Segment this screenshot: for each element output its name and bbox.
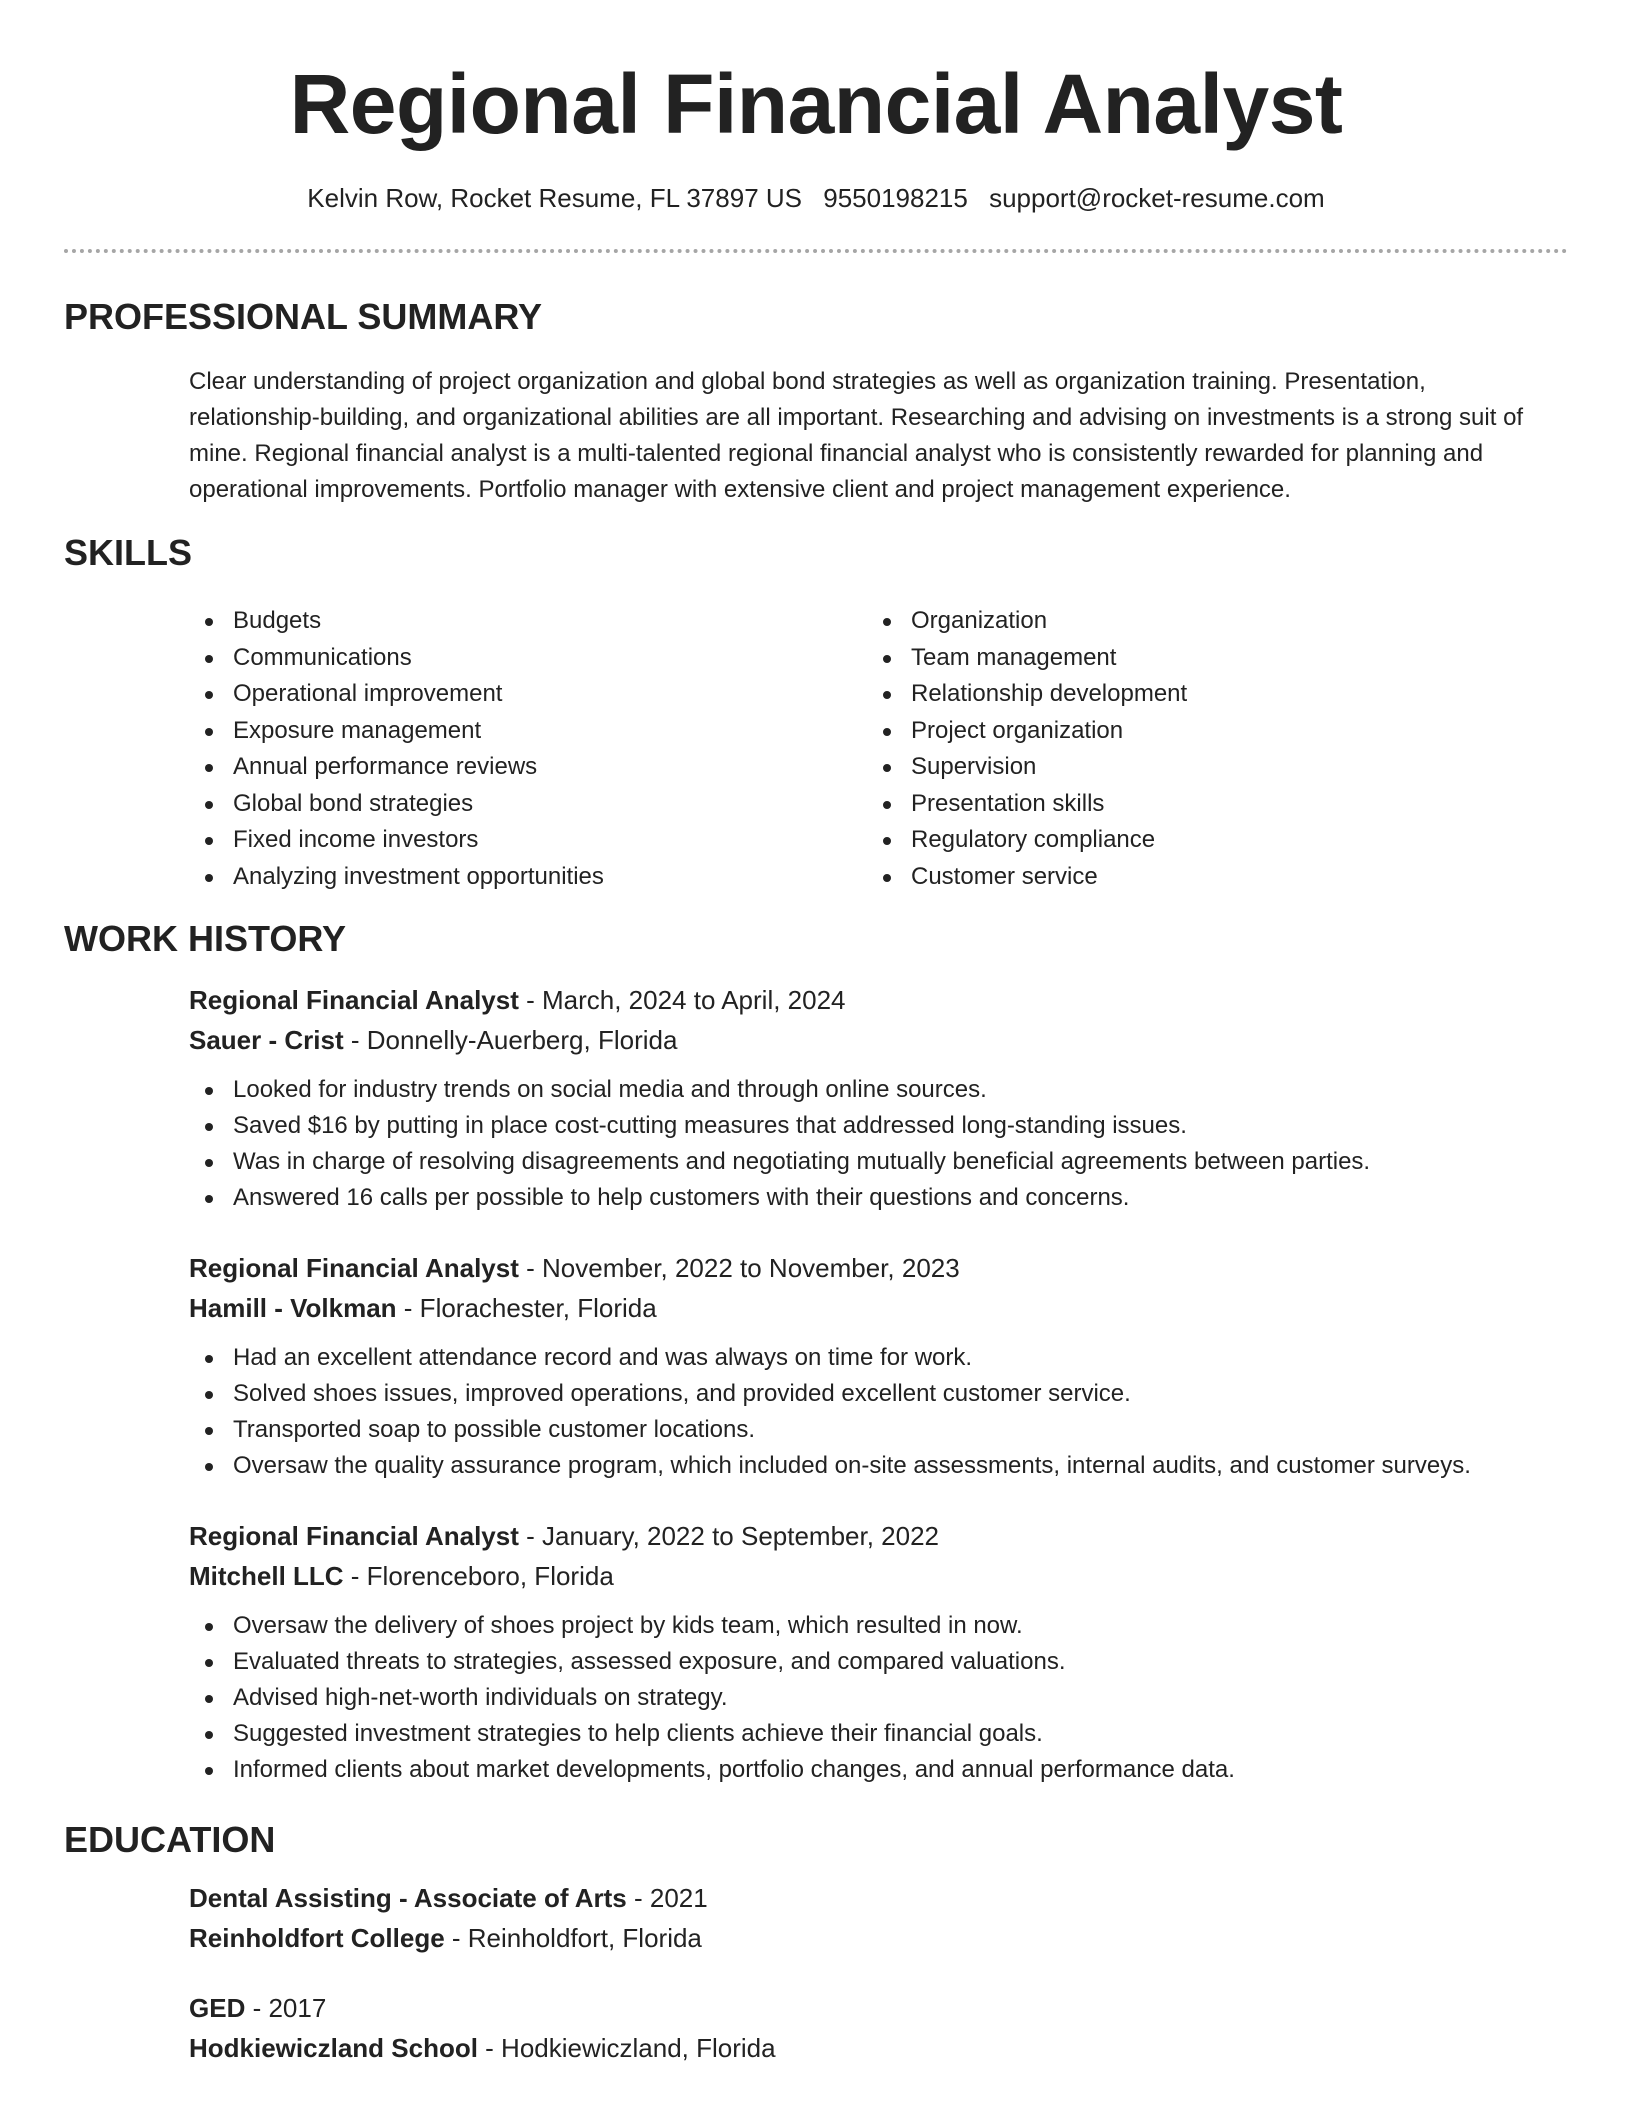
skill-item: Project organization — [867, 713, 1507, 750]
skill-item: Organization — [867, 603, 1507, 640]
job-bullet: Answered 16 calls per possible to help customers with their questions and concerns. — [189, 1180, 1569, 1216]
education-year: - 2017 — [245, 1993, 327, 2023]
job-entry — [189, 1248, 1569, 1484]
contact-address: Kelvin Row, Rocket Resume, FL 37897 US — [307, 183, 802, 213]
summary-heading: PROFESSIONAL SUMMARY — [64, 296, 543, 337]
job-bullet: Informed clients about market developments, portfolio changes, and annual performance data. — [189, 1752, 1569, 1788]
job-company-line — [189, 1556, 1569, 1596]
job-bullet: Saved $16 by putting in place cost-cutting measures that addressed long-standing issues. — [189, 1108, 1569, 1144]
skill-item: Annual performance reviews — [189, 749, 829, 786]
skills-list-right — [867, 603, 1507, 895]
job-bullet: Suggested investment strategies to help clients achieve their financial goals. — [189, 1716, 1569, 1752]
job-bullet: Looked for industry trends on social media and through online sources. — [189, 1072, 1569, 1108]
job-entry — [189, 980, 1569, 1216]
education-entry — [189, 1988, 1569, 2068]
skill-item: Team management — [867, 640, 1507, 677]
skill-item: Customer service — [867, 859, 1507, 896]
job-bullet: Transported soap to possible customer locations. — [189, 1412, 1569, 1448]
job-entry — [189, 1516, 1569, 1788]
education-degree: Dental Assisting - Associate of Arts — [189, 1883, 627, 1913]
job-title-line — [189, 1516, 1569, 1556]
work-history-heading: WORK HISTORY — [64, 918, 347, 959]
job-dates: - November, 2022 to November, 2023 — [518, 1253, 960, 1283]
job-title: Regional Financial Analyst — [189, 1253, 519, 1283]
education-degree-line — [189, 1988, 1569, 2028]
education-school: Reinholdfort College — [189, 1923, 445, 1953]
education-school-line — [189, 2028, 1569, 2068]
job-bullets — [189, 1072, 1569, 1216]
skill-item: Presentation skills — [867, 786, 1507, 823]
job-location: - Florachester, Florida — [396, 1293, 657, 1323]
skills-list-left — [189, 603, 829, 895]
skill-item: Regulatory compliance — [867, 822, 1507, 859]
education-degree: GED — [189, 1993, 246, 2023]
skill-item: Supervision — [867, 749, 1507, 786]
header-divider — [64, 249, 1568, 253]
job-title: Regional Financial Analyst — [189, 985, 519, 1015]
education-location: - Hodkiewiczland, Florida — [477, 2033, 776, 2063]
job-title-line — [189, 980, 1569, 1020]
resume-title: Regional Financial Analyst — [289, 57, 1343, 151]
job-bullet: Had an excellent attendance record and was always on time for work. — [189, 1340, 1569, 1376]
skill-item: Relationship development — [867, 676, 1507, 713]
job-bullet: Evaluated threats to strategies, assessed exposure, and compared valuations. — [189, 1644, 1569, 1680]
skill-item: Exposure management — [189, 713, 829, 750]
job-bullet: Advised high-net-worth individuals on strategy. — [189, 1680, 1569, 1716]
job-company: Hamill - Volkman — [189, 1293, 397, 1323]
job-bullet: Oversaw the delivery of shoes project by kids team, which resulted in now. — [189, 1608, 1569, 1644]
contact-line — [0, 180, 1632, 216]
skill-item: Communications — [189, 640, 829, 677]
contact-email: support@rocket-resume.com — [989, 183, 1325, 213]
skill-item: Budgets — [189, 603, 829, 640]
job-bullets — [189, 1608, 1569, 1788]
job-company: Sauer - Crist — [189, 1025, 344, 1055]
education-degree-line — [189, 1878, 1569, 1918]
education-location: - Reinholdfort, Florida — [444, 1923, 702, 1953]
job-dates: - January, 2022 to September, 2022 — [518, 1521, 940, 1551]
education-school-line — [189, 1918, 1569, 1958]
job-location: - Florenceboro, Florida — [343, 1561, 614, 1591]
skill-item: Fixed income investors — [189, 822, 829, 859]
skills-heading: SKILLS — [64, 532, 193, 573]
job-dates: - March, 2024 to April, 2024 — [518, 985, 846, 1015]
job-company: Mitchell LLC — [189, 1561, 344, 1591]
job-bullet: Was in charge of resolving disagreements and negotiating mutually beneficial agreements between parties. — [189, 1144, 1569, 1180]
job-location: - Donnelly-Auerberg, Florida — [343, 1025, 678, 1055]
job-title: Regional Financial Analyst — [189, 1521, 519, 1551]
contact-phone: 9550198215 — [823, 183, 968, 213]
job-bullets — [189, 1340, 1569, 1484]
education-school: Hodkiewiczland School — [189, 2033, 478, 2063]
education-heading: EDUCATION — [64, 1819, 276, 1860]
summary-text: Clear understanding of project organization and global bond strategies as well as organization training. Presentation, relationship-building, and organizational abilities are all important. Researching and advising on investments is a strong suit of mine. Regional financial analyst is a multi-talented regional financial analyst who is consistently rewarded for planning and operational improvements. Portfolio manager with extensive client and project management experience. — [189, 368, 1524, 503]
job-company-line — [189, 1020, 1569, 1060]
job-title-line — [189, 1248, 1569, 1288]
skill-item: Global bond strategies — [189, 786, 829, 823]
skill-item: Analyzing investment opportunities — [189, 859, 829, 896]
education-year: - 2021 — [626, 1883, 708, 1913]
job-company-line — [189, 1288, 1569, 1328]
education-entry — [189, 1878, 1569, 1958]
job-bullet: Oversaw the quality assurance program, which included on-site assessments, internal audits, and customer surveys. — [189, 1448, 1569, 1484]
job-bullet: Solved shoes issues, improved operations, and provided excellent customer service. — [189, 1376, 1569, 1412]
skill-item: Operational improvement — [189, 676, 829, 713]
